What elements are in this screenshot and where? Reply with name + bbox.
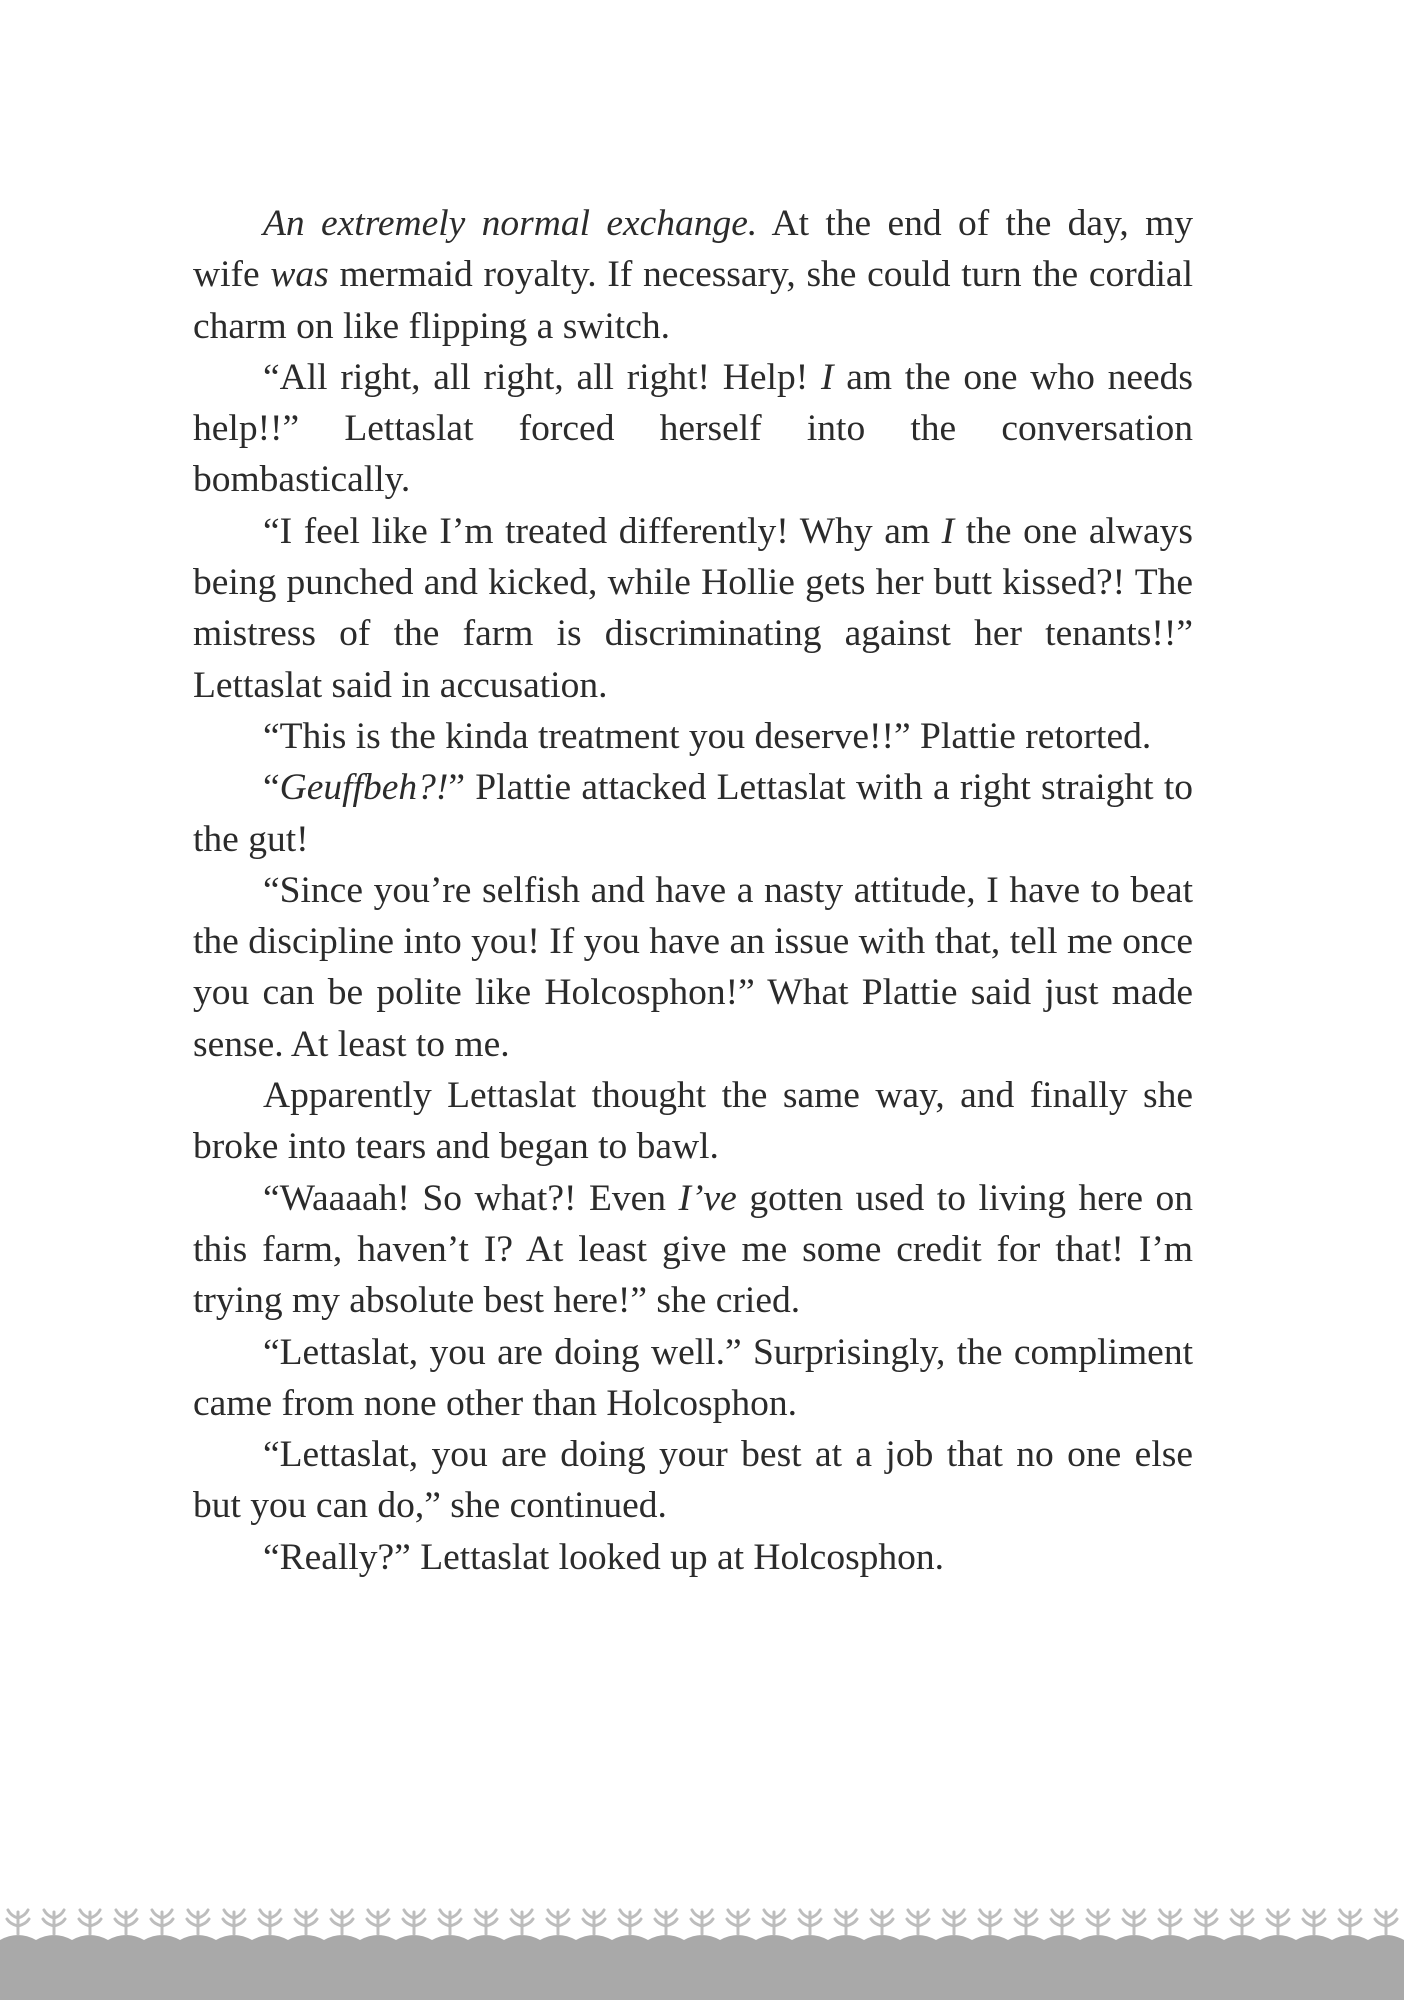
sprout-icon [1303, 1910, 1325, 1934]
italic-run: Geuffbeh?! [279, 767, 449, 809]
text-run: “This is the kinda treatment you deserve!!” Plattie retorted. [263, 715, 1152, 757]
sprout-icon [1159, 1910, 1181, 1934]
sprout-icon [619, 1910, 641, 1934]
text-run: the one always being punched and kicked, while Hollie gets her butt kissed?! The mistress of the farm is discriminating against her tenants!!” Lettaslat said in accusation. [193, 510, 1193, 706]
italic-run: I [941, 510, 955, 552]
sprout-icon [403, 1910, 425, 1934]
sprout-icon [943, 1910, 965, 1934]
sprout-icon [1087, 1910, 1109, 1934]
sprout-icon [727, 1910, 749, 1934]
paragraph [193, 506, 1193, 711]
sprout-icon [763, 1910, 785, 1934]
sprout-icon [79, 1910, 101, 1934]
paragraph [193, 198, 1193, 352]
sprout-row [7, 1910, 1397, 1934]
sprout-icon [1123, 1910, 1145, 1934]
sprout-icon [907, 1910, 929, 1934]
text-run: Apparently Lettaslat thought the same way, and finally she broke into tears and began to bawl. [193, 1075, 1193, 1168]
paragraph [193, 762, 1193, 865]
italic-run: I’ve [678, 1177, 737, 1219]
text-run: “Lettaslat, you are doing well.” Surprisingly, the compliment came from none other than Holcosphon. [193, 1331, 1193, 1424]
sprout-icon [295, 1910, 317, 1934]
text-run: “I feel like I’m treated differently! Why am [263, 510, 942, 552]
sprout-icon [1231, 1910, 1253, 1934]
sprout-icon [1015, 1910, 1037, 1934]
text-run: gotten used to living here on this farm, haven’t I? At least give me some credit for that! I’m trying my absolute best here!” she cried. [193, 1177, 1193, 1322]
sprout-icon [331, 1910, 353, 1934]
text-run: “Lettaslat, you are doing your best at a job that no one else but you can do,” she continued. [193, 1434, 1193, 1527]
sprout-icon [835, 1910, 857, 1934]
sprout-icon [691, 1910, 713, 1934]
sprout-icon [1051, 1910, 1073, 1934]
sprout-icon [871, 1910, 893, 1934]
paragraph [193, 1070, 1193, 1173]
sprout-icon [799, 1910, 821, 1934]
sprout-icon [1267, 1910, 1289, 1934]
text-run: ” Plattie attacked Lettaslat with a right straight to the gut! [193, 767, 1193, 860]
text-run: “Waaaah! So what?! Even [263, 1177, 679, 1219]
text-run: am the one who needs help!!” Lettaslat forced herself into the conversation bombastically. [193, 356, 1194, 501]
sprout-icon [367, 1910, 389, 1934]
page-text [193, 198, 1193, 1583]
sprout-icon [223, 1910, 245, 1934]
sprout-icon [1195, 1910, 1217, 1934]
paragraph [193, 352, 1193, 506]
paragraph [193, 1429, 1193, 1532]
sprout-icon [655, 1910, 677, 1934]
text-run: mermaid royalty. If necessary, she could turn the cordial charm on like flipping a switch. [193, 254, 1193, 347]
paragraph [193, 1173, 1193, 1327]
sprout-icon [439, 1910, 461, 1934]
sprout-icon [43, 1910, 65, 1934]
footer-ornament-band [0, 1896, 1404, 2000]
sprout-icon [1339, 1910, 1361, 1934]
sprout-icon [187, 1910, 209, 1934]
sprout-icon [1375, 1910, 1397, 1934]
sprout-icon [511, 1910, 533, 1934]
sprout-icon [475, 1910, 497, 1934]
italic-run: I [820, 356, 834, 398]
italic-run: was [270, 254, 329, 296]
paragraph [193, 865, 1193, 1070]
paragraph [193, 1532, 1193, 1583]
text-run: “ [263, 767, 280, 809]
paragraph [193, 1327, 1193, 1430]
text-run: “All right, all right, all right! Help! [263, 356, 821, 398]
text-run: “Really?” Lettaslat looked up at Holcosphon. [263, 1536, 945, 1578]
scalloped-band [0, 1935, 1404, 2000]
sprout-icon [259, 1910, 281, 1934]
text-run: “Since you’re selfish and have a nasty attitude, I have to beat the discipline into you! If you have an issue with that, tell me once you can be polite like Holcosphon!” What Plattie said just made sense. At least to me. [193, 869, 1193, 1065]
italic-run: An extremely normal exchange. [263, 203, 758, 244]
sprout-icon [115, 1910, 137, 1934]
sprout-icon [151, 1910, 173, 1934]
sprout-icon [979, 1910, 1001, 1934]
paragraph [193, 711, 1193, 762]
sprout-icon [547, 1910, 569, 1934]
sprout-icon [7, 1910, 29, 1934]
sprout-icon [583, 1910, 605, 1934]
text-run: At the end of the day, my wife [193, 203, 1193, 296]
